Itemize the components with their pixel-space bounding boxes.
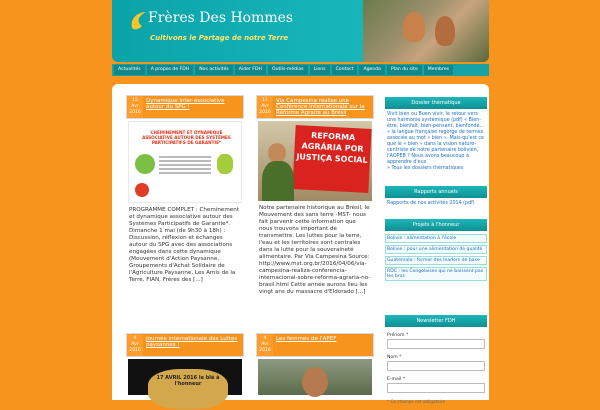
post-date: 4 Avr 2016 xyxy=(127,334,143,356)
lastname-input[interactable] xyxy=(387,361,485,371)
project-link[interactable]: Guatemala : former des leaders de base xyxy=(385,256,487,265)
required-note: * Ce champs est obligatoire xyxy=(387,399,446,404)
post-header xyxy=(256,333,374,357)
person-head xyxy=(302,367,328,397)
widget-dossier xyxy=(385,97,487,172)
site-tagline: Cultivons le Partage de notre Terre xyxy=(150,34,289,42)
post-excerpt: PROGRAMME COMPLET : Cheminement et dynamique associative autour des Systèmes Participatifs de Garantie*. Dimanche 1 mai (de 9h30 à 18h) : Discussion, réflexion et échanges autour du SPG avec des associations engagées dans cette dynamique (Mouvement d'Action Paysanne, Groupements d'Achat Solidaire de l'Agriculture Paysanne, Les Amis de la Terre, FIAN, Frères des [...] xyxy=(129,207,239,283)
lastname-label: Nom * xyxy=(387,355,402,360)
post-date: 15 Avr 2016 xyxy=(127,96,143,118)
nav-item-agenda[interactable]: Agenda xyxy=(359,65,385,75)
post-title[interactable]: Dynamique inter-associative autour du SPG ! xyxy=(146,98,225,110)
post-image[interactable] xyxy=(128,359,242,395)
site-header xyxy=(112,0,489,62)
project-link[interactable]: RDC : les Congolaises qui ne baissent pas les bras xyxy=(385,267,487,281)
logo-icon xyxy=(128,8,148,34)
widget-title: Projets à l'honneur xyxy=(385,219,487,231)
widget-title: Rapports annuels xyxy=(385,186,487,198)
nav-item-aider[interactable]: Aider FDH xyxy=(235,65,266,75)
dossier-text[interactable]: Vivit bien ou Buen vivir, le retour vers une harmonie systémique (pdf) « Bien-être, bienfait, bien-pensant, bienfonde... » la langue française regorge de termes associés au mot « bien ». Mais qu'est ce que le « bien » dans la vision nature-centriste de notre partenaire bolivien, l'AOPEB ? Nous avons beaucoup à apprendre d'eux xyxy=(387,112,485,165)
rapports-link[interactable]: Rapports de nos activités 2014 (pdf) xyxy=(387,201,475,206)
widget-projets xyxy=(385,219,487,283)
vegetable-icon xyxy=(135,154,155,174)
post-title[interactable]: Journée internationale des Luttes paysannes ! xyxy=(146,336,238,348)
post-image[interactable] xyxy=(258,121,372,201)
widget-title: Dossier thématique xyxy=(385,97,487,109)
tomato-icon xyxy=(135,183,149,197)
nav-item-outils[interactable]: Outils-médias xyxy=(268,65,308,75)
email-input[interactable] xyxy=(387,383,485,393)
firstname-label: Prénom * xyxy=(387,333,409,338)
post-image[interactable] xyxy=(258,359,372,395)
post-title[interactable]: Via Campesina réalise une Conférence Internationale sur la Réforme Agraire au Brésil xyxy=(276,98,365,116)
firstname-input[interactable] xyxy=(387,339,485,349)
protest-banner: REFORMA AGRÁRIA POR JUSTIÇA SOCIAL xyxy=(292,125,371,193)
post-date: 4 Avr 2016 xyxy=(257,334,273,356)
nav-item-contact[interactable]: Contact xyxy=(332,65,358,75)
nav-item-membres[interactable]: Membres xyxy=(424,65,453,75)
post-header xyxy=(126,95,244,119)
widget-title: Newsletter FDH xyxy=(385,315,487,327)
text-lines xyxy=(159,156,211,158)
post-header xyxy=(256,95,374,119)
project-link[interactable]: Bolivie : alimentation à l'école xyxy=(385,234,487,243)
post-card xyxy=(256,333,374,397)
post-card xyxy=(256,95,374,298)
widget-newsletter xyxy=(385,315,487,410)
post-image-caption: CHEMINEMENT ET DYNAMIQUE ASSOCIATIVE AUTOUR DES SYSTÈMES PARTICIPATIFS DE GARANTIE* xyxy=(142,130,231,145)
person-head xyxy=(268,143,286,163)
post-image[interactable] xyxy=(128,121,242,203)
post-card xyxy=(126,333,244,397)
header-photo xyxy=(363,0,489,62)
nav-item-activites[interactable]: Nos activités xyxy=(195,65,233,75)
nav-item-plan[interactable]: Plan du site xyxy=(387,65,422,75)
nav-item-liens[interactable]: Liens xyxy=(310,65,330,75)
main-nav xyxy=(112,64,489,76)
widget-rapports xyxy=(385,186,487,207)
vegetable-icon xyxy=(217,154,233,174)
site-title[interactable]: Frères Des Hommes xyxy=(148,10,294,26)
person-body xyxy=(262,161,294,201)
post-card xyxy=(126,95,244,286)
bread-image: 17 AVRIL 2016 le blé à l'honneur xyxy=(148,369,228,409)
project-link[interactable]: Bolivie : pour une alimentation de qualité xyxy=(385,245,487,254)
email-label: E-mail * xyxy=(387,377,406,382)
post-header xyxy=(126,333,244,357)
dossier-link[interactable]: » Tous les dossiers thématiques xyxy=(387,166,464,171)
nav-item-a-propos[interactable]: A propos de FDH xyxy=(147,65,194,75)
post-excerpt: Notre partenaire historique au Brésil, le Mouvement des sans terre -MST- nous fait parvenir cette information que nous trouvons important de transmettre. Les luttes pour la terre, l'eau et les territoires sont centrales dans la lutte pour la souveraineté alimentaire. Par Via Campesina Source: http://www.mst.org.br/2016/04/06/via-campesina-realiza-conferencia-internacional-sobre-reforma-agraria-no-brasil.html Cette année aurons lieu les vingt ans du massacre d'Eldorado [...] xyxy=(259,205,371,295)
nav-item-actualites[interactable]: Actualités xyxy=(114,65,145,75)
post-date: 11 Avr 2016 xyxy=(257,96,273,118)
post-title[interactable]: Les femmes de l'APEF xyxy=(276,336,337,342)
